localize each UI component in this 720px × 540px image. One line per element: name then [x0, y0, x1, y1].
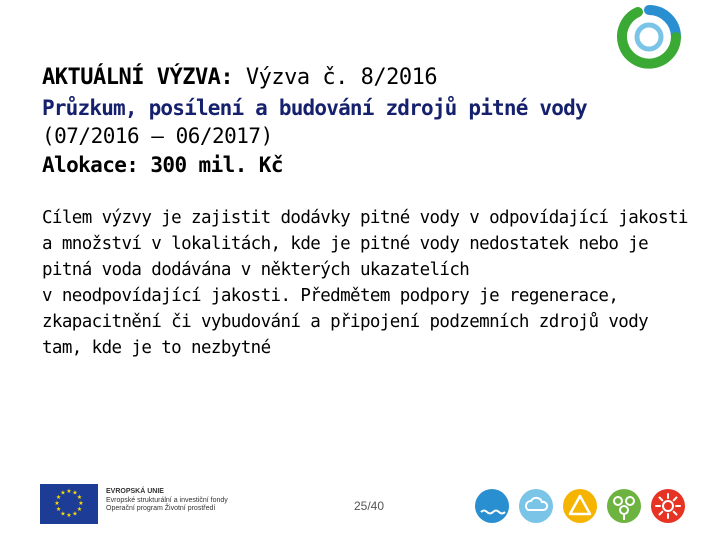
eu-line-1: EVROPSKÁ UNIE — [106, 488, 164, 495]
svg-text:★: ★ — [76, 506, 83, 513]
call-prefix: AKTUÁLNÍ VÝZVA: — [42, 65, 246, 90]
svg-text:★: ★ — [78, 500, 84, 507]
description-line: tam, kde je to nezbytné — [42, 338, 271, 358]
flowers-icon — [606, 488, 642, 524]
footer — [0, 480, 720, 540]
description-line: pitná voda dodávána v některých ukazatelích — [42, 260, 470, 280]
svg-text:★: ★ — [72, 510, 78, 518]
description-line: Cílem výzvy je zajistit dodávky pitné vody v odpovídající jakosti — [42, 208, 688, 228]
eu-flag-icon — [40, 484, 98, 524]
call-period: (07/2016 – 06/2017) — [42, 124, 273, 148]
description-line: a množství v lokalitách, kde je pitné vody nedostatek nebo je — [42, 234, 649, 254]
triangle-icon — [562, 488, 598, 524]
eu-line-2: Evropské strukturální a investiční fondy — [106, 496, 228, 504]
title-block — [42, 64, 682, 180]
svg-text:★: ★ — [55, 506, 62, 513]
svg-text:★: ★ — [54, 500, 60, 507]
svg-text:★: ★ — [66, 488, 72, 495]
svg-text:★: ★ — [72, 489, 78, 497]
svg-text:★: ★ — [60, 489, 66, 497]
call-subtitle: Průzkum, posílení a budování zdrojů pitné vody — [42, 96, 587, 120]
sun-icon — [650, 488, 686, 524]
eu-funding-label — [106, 488, 228, 514]
svg-text:★: ★ — [60, 510, 66, 518]
opzp-logo-icon — [616, 4, 682, 70]
call-number: Výzva č. 8/2016 — [245, 65, 438, 90]
description-line: v neodpovídající jakosti. Předmětem podpory je regenerace, — [42, 286, 619, 306]
svg-text:★: ★ — [55, 494, 62, 501]
call-description — [42, 205, 692, 361]
water-drop-icon — [474, 488, 510, 524]
page-number: 25/40 — [354, 499, 385, 513]
svg-text:★: ★ — [76, 494, 83, 501]
call-allocation: Alokace: 300 mil. Kč — [42, 153, 283, 177]
call-heading — [42, 64, 682, 92]
cloud-icon — [518, 488, 554, 524]
svg-text:★: ★ — [66, 512, 72, 519]
description-line: zkapacitnění či vybudování a připojení podzemních zdrojů vody — [42, 312, 649, 332]
eu-line-3: Operační program Životní prostředí — [106, 505, 216, 512]
